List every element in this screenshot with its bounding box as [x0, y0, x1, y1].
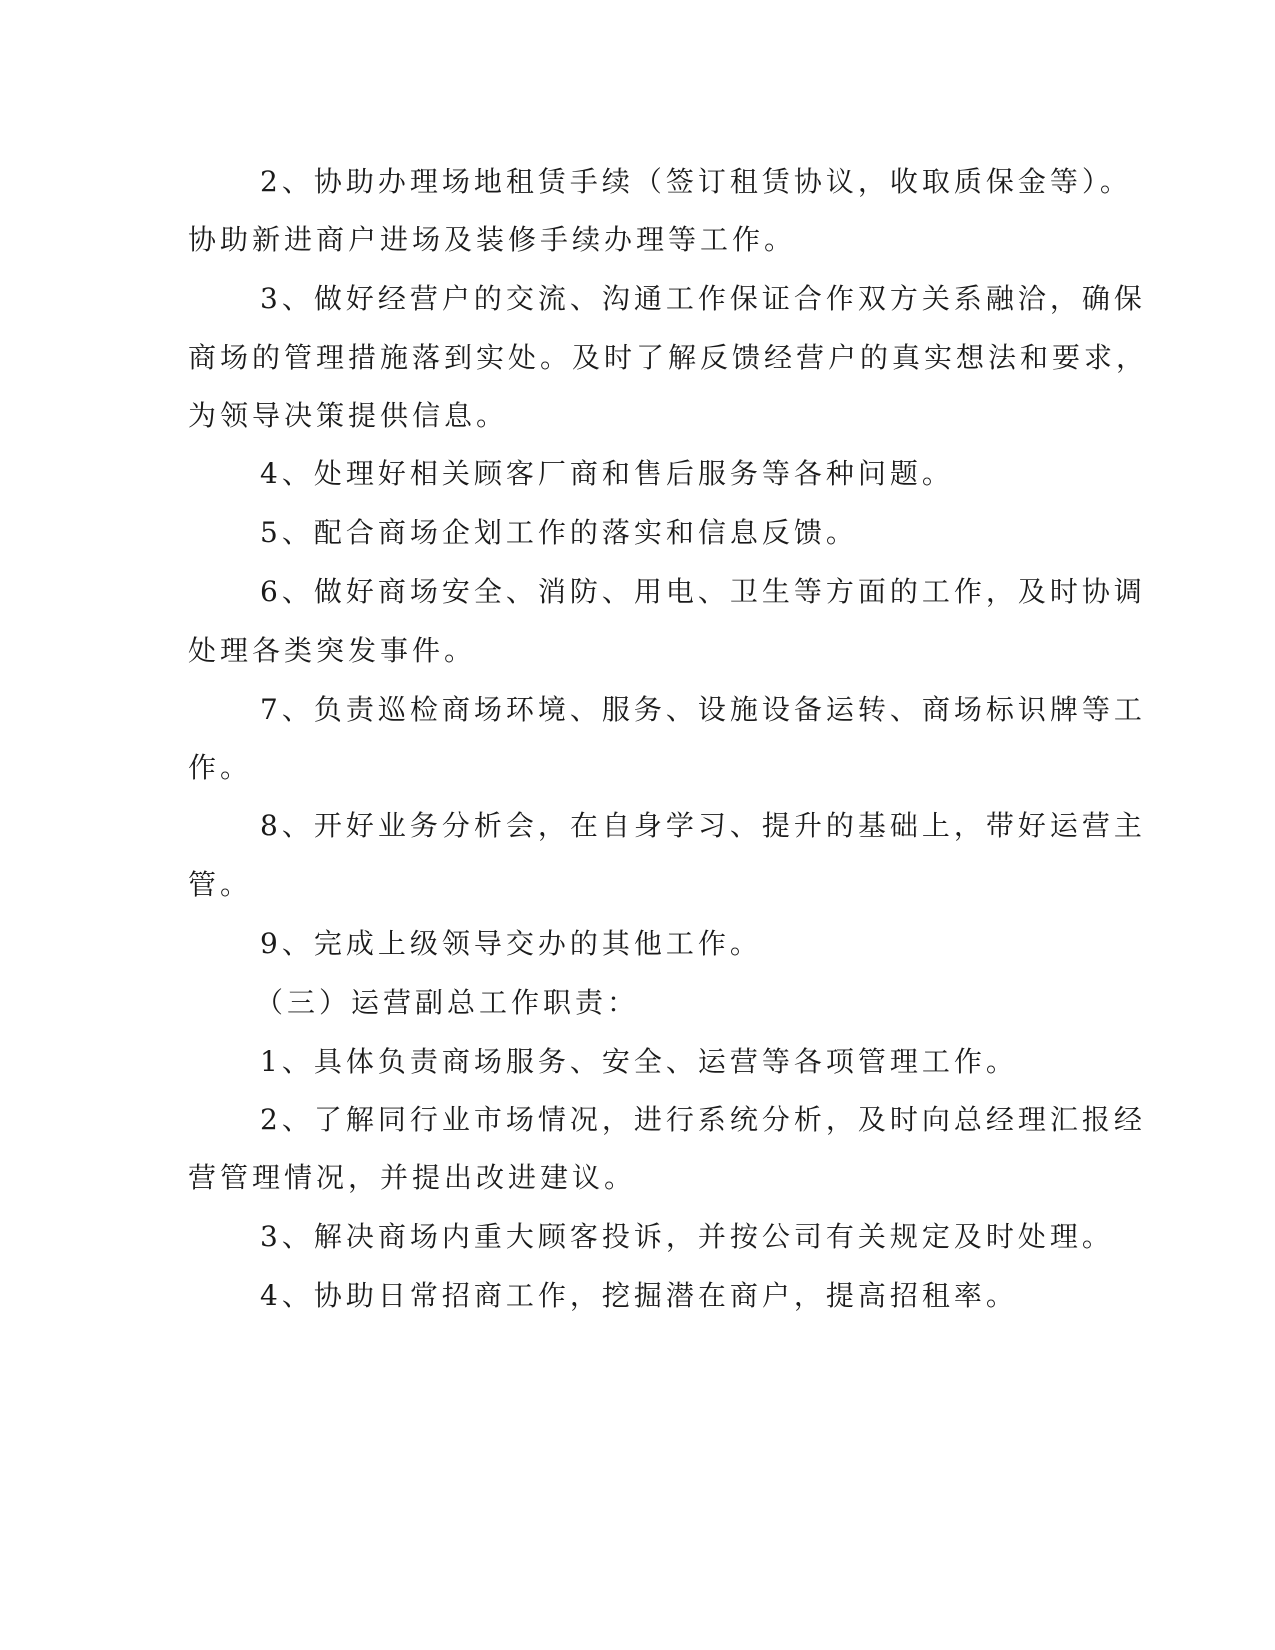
- paragraph-line: 8、开好业务分析会，在自身学习、提升的基础上，带好运营主: [260, 809, 1146, 842]
- paragraph-line: 协助新进商户进场及装修手续办理等工作。: [188, 223, 797, 256]
- paragraph-line: 管。: [188, 868, 253, 901]
- paragraph-line: 1、具体负责商场服务、安全、运营等各项管理工作。: [260, 1045, 1018, 1078]
- paragraph-line: 6、做好商场安全、消防、用电、卫生等方面的工作，及时协调: [260, 575, 1146, 608]
- paragraph-line: 4、协助日常招商工作，挖掘潜在商户，提高招租率。: [260, 1279, 1018, 1312]
- paragraph-line: 为领导决策提供信息。: [188, 399, 509, 432]
- paragraph-line: 作。: [188, 751, 253, 784]
- paragraph-line: 3、解决商场内重大顾客投诉，并按公司有关规定及时处理。: [260, 1220, 1114, 1253]
- paragraph-line: 商场的管理措施落到实处。及时了解反馈经营户的真实想法和要求，: [188, 341, 1149, 374]
- paragraph-line: 3、做好经营户的交流、沟通工作保证合作双方关系融洽，确保: [260, 282, 1146, 315]
- paragraph-line: 9、完成上级领导交办的其他工作。: [260, 927, 762, 960]
- paragraph-line: 处理各类突发事件。: [188, 634, 477, 667]
- section-heading: （三）运营副总工作职责：: [255, 986, 640, 1019]
- paragraph-line: 2、协助办理场地租赁手续（签订租赁协议，收取质保金等）。: [260, 165, 1132, 198]
- paragraph-line: 4、处理好相关顾客厂商和售后服务等各种问题。: [260, 457, 954, 490]
- paragraph-line: 营管理情况，并提出改进建议。: [188, 1161, 637, 1194]
- paragraph-line: 7、负责巡检商场环境、服务、设施设备运转、商场标识牌等工: [260, 693, 1146, 726]
- paragraph-line: 2、了解同行业市场情况，进行系统分析，及时向总经理汇报经: [260, 1103, 1146, 1136]
- paragraph-line: 5、配合商场企划工作的落实和信息反馈。: [260, 516, 858, 549]
